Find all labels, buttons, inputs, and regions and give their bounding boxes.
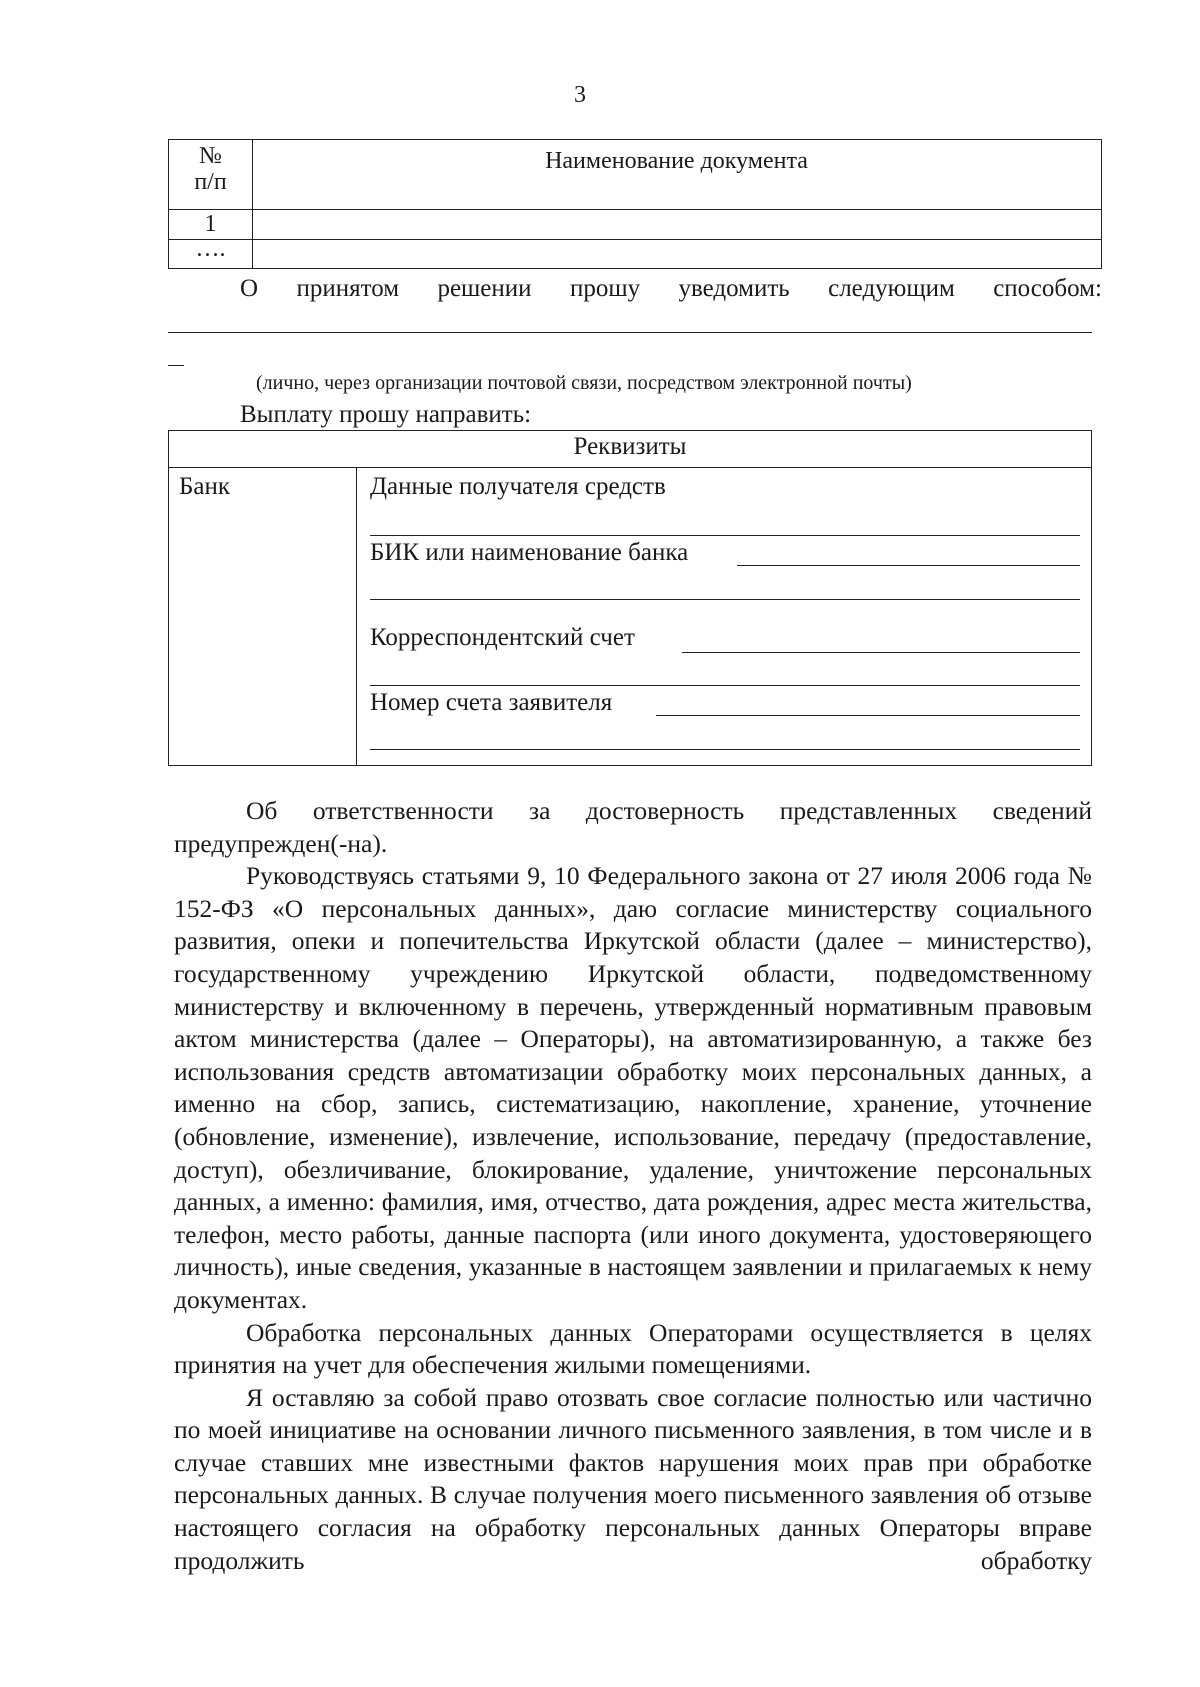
paragraph-withdrawal: Я оставляю за собой право отозвать свое согласие полностью или частично по моей инициативе на основании личного письменного заявления, в том числе и в случае ставших мне известными фактов нарушения моих прав при обработке персональных данных. В случае получения моего письменного заявления об отзыве настоящего согласия на обработку персональных данных Операторы вправе продолжить обработку	[174, 1382, 1092, 1575]
table-divider	[356, 467, 357, 765]
corr-account-field-extra[interactable]	[370, 685, 1080, 686]
table-divider	[169, 467, 1091, 468]
table-divider	[169, 239, 1101, 240]
bik-field[interactable]	[737, 565, 1080, 566]
notification-request	[240, 275, 1102, 303]
notification-line-dash	[168, 365, 184, 366]
header-number-abbr: п/п	[194, 169, 227, 195]
bik-field-extra[interactable]	[370, 599, 1080, 600]
paragraph-purpose: Обработка персональных данных Операторами осуществляется в целях принятия на учет для обеспечения жилыми помещениями.	[174, 1317, 1092, 1380]
recipient-label: Данные получателя средств	[370, 473, 666, 500]
recipient-field[interactable]	[370, 535, 1080, 536]
documents-table	[168, 139, 1102, 269]
notification-word: прошу	[569, 275, 641, 302]
notification-word: следующим	[828, 275, 955, 302]
table-row-number: ….	[195, 236, 226, 262]
bank-label: Банк	[179, 473, 230, 500]
consent-text	[174, 795, 1092, 1577]
paragraph-consent: Руководствуясь статьями 9, 10 Федерального закона от 27 июля 2006 года № 152-ФЗ «О персональных данных», даю согласие министерству социального развития, опеки и попечительства Иркутской области (далее – министерство), государственному учреждению Иркутской области, подведомственному министерству и включенному в перечень, утвержденный нормативным правовым актом министерства (далее – Операторы), на автоматизированную, а также без использования средств автоматизации обработку моих персональных данных, а именно на сбор, запись, систематизацию, накопление, хранение, уточнение (обновление, изменение), извлечение, использование, передачу (предоставление, доступ), обезличивание, блокирование, удаление, уничтожение персональных данных, а именно: фамилия, имя, отчество, дата рождения, адрес места жительства, телефон, место работы, данные паспорта (или иного документа, удостоверяющего личность), иные сведения, указанные в настоящем заявлении и прилагаемых к нему документах.	[174, 861, 1092, 1314]
applicant-account-field-extra[interactable]	[370, 749, 1080, 750]
notification-method-hint: (лично, через организации почтовой связи, посредством электронной почты)	[256, 372, 912, 394]
notification-word: принятом	[296, 275, 400, 302]
corr-account-label: Корреспондентский счет	[370, 624, 635, 651]
table-row-number: 1	[204, 211, 217, 237]
bik-label: БИК или наименование банка	[370, 539, 689, 566]
notification-word: О	[240, 275, 259, 302]
page-number: 3	[574, 82, 586, 108]
notification-word: способом:	[993, 275, 1102, 302]
notification-word: уведомить	[678, 275, 790, 302]
notification-method-line[interactable]	[168, 332, 1092, 333]
applicant-account-label: Номер счета заявителя	[370, 689, 613, 716]
applicant-account-field[interactable]	[656, 715, 1080, 716]
header-number-sign: №	[199, 143, 222, 169]
corr-account-field[interactable]	[682, 652, 1080, 653]
header-number	[169, 143, 252, 195]
requisites-title: Реквизиты	[573, 433, 687, 460]
notification-word: решении	[437, 275, 532, 302]
header-document-name: Наименование документа	[545, 148, 808, 174]
table-divider	[169, 209, 1101, 210]
paragraph-responsibility: Об ответственности за достоверность представленных сведений предупрежден(-на).	[174, 796, 1092, 858]
requisites-table	[168, 430, 1092, 766]
payout-label: Выплату прошу направить:	[240, 401, 532, 428]
